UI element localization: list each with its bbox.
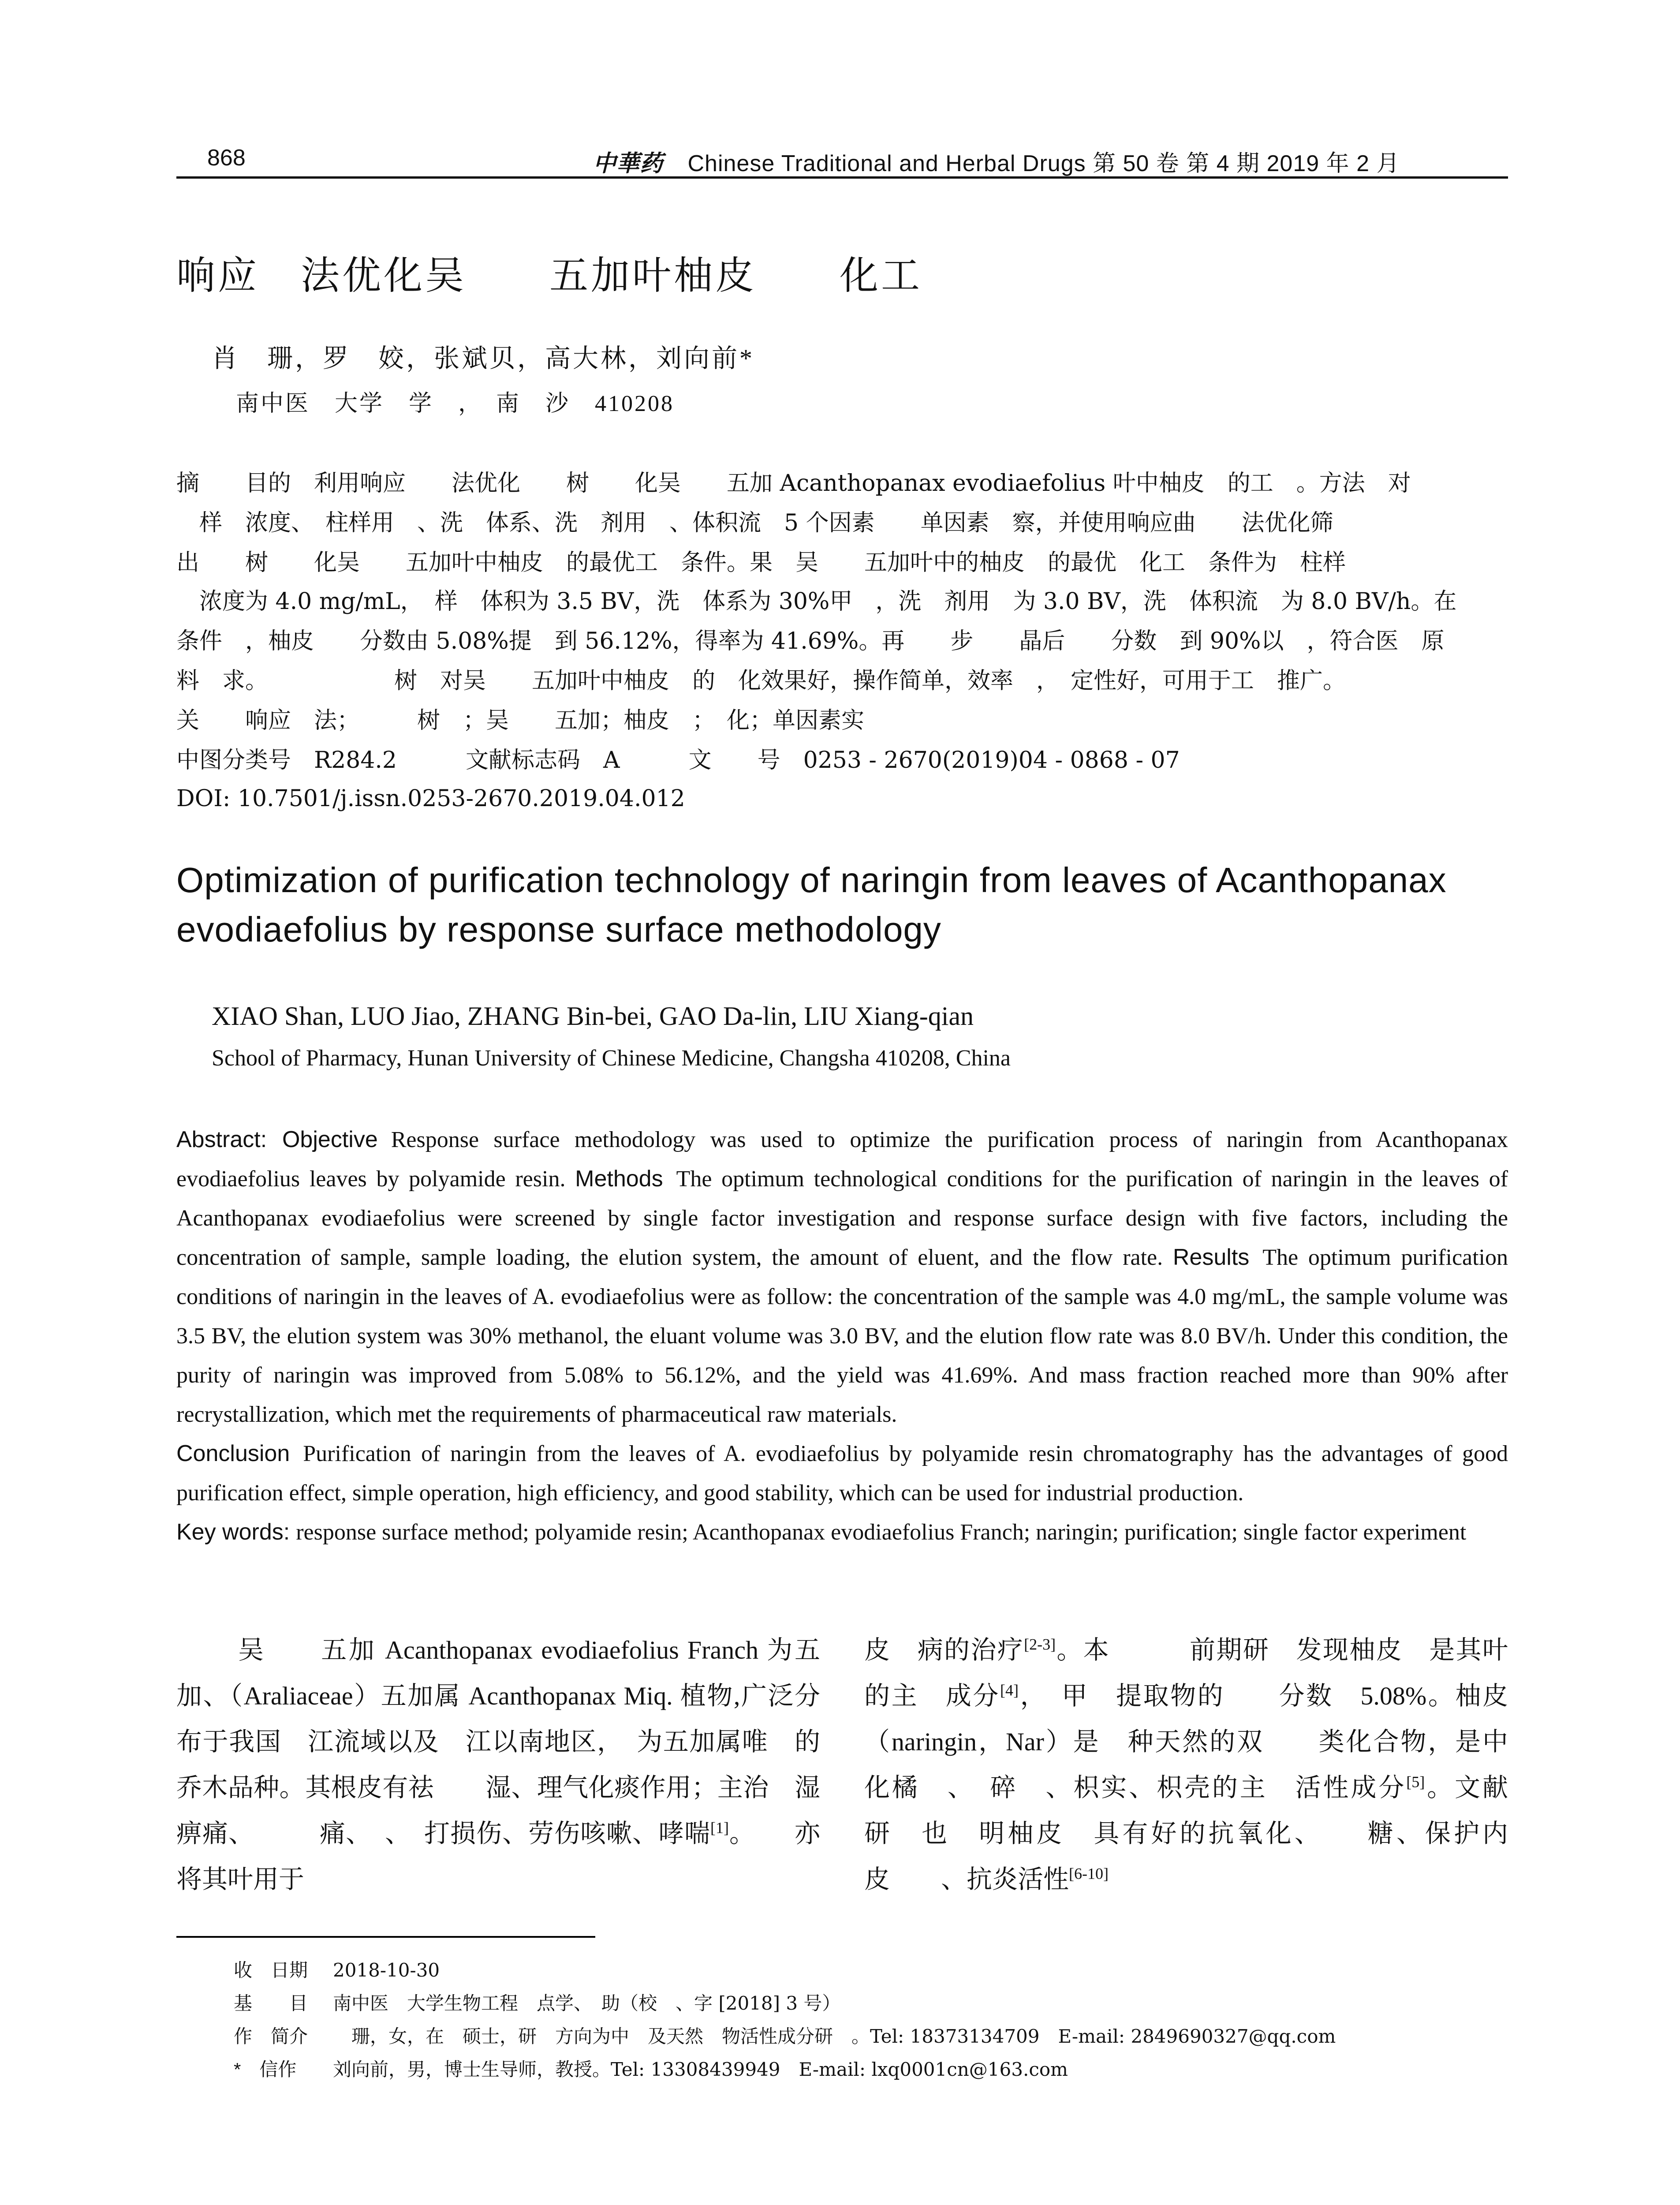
english-affiliation: School of Pharmacy, Hunan University of Chinese Medicine, Changsha 410208, China bbox=[212, 1046, 1011, 1071]
page-number: 868 bbox=[207, 145, 246, 171]
journal-logo: 中華药 bbox=[593, 151, 664, 176]
footnote-correspondence bbox=[234, 2055, 1068, 2082]
citation-ref: [1] bbox=[710, 1819, 729, 1837]
doi-line: DOI: 10.7501/j.issn.0253-2670.2019.04.012 bbox=[176, 785, 685, 812]
english-title: Optimization of purification technology of naringin from leaves of Acanthopanax evodiaefolius by response surface methodology bbox=[176, 860, 1447, 949]
chinese-abstract-line: 浓度为 4.0 mg/mL， 样 体积为 3.5 BV，洗 体系为 30%甲 ，洗 剂用 为 3.0 BV，洗 体积流 为 8.0 BV/h。在 bbox=[176, 588, 1457, 615]
citation-ref: [5] bbox=[1406, 1773, 1425, 1791]
chinese-abstract-line: 样 浓度、 柱样用 、洗 体系、洗 剂用 、体积流 5 个因素 单因素 察，并使用响应曲 法优化筛 bbox=[176, 510, 1333, 536]
citation-ref: [6-10] bbox=[1069, 1865, 1109, 1883]
citation-ref: [2-3] bbox=[1024, 1635, 1056, 1653]
classification-line: 中图分类号 R284.2 文献标志码 A 文 号 0253 - 2670(2019)04 - 0868 - 07 bbox=[176, 747, 1180, 774]
methods-text: The optimum technological conditions for the purification of naringin in the leaves of Acanthopanax evodiaefolius were screened by single factor investigation and response surface design with five factors, including the concentration of sample, sample loading, the elution system, the amount of eluent, and the flow rate. bbox=[176, 1166, 1508, 1270]
results-text: The optimum purification conditions of naringin in the leaves of A. evodiaefolius were as follow: the concentration of the sample was 4.0 mg/mL, the sample volume was 3.5 BV, the elution system was 30% methanol, the eluant volume was 3.0 BV, and the elution flow rate was 8.0 BV/h. Under this condition, the purity of naringin was improved from 5.08% to 56.12%, and the yield was 41.69%. And mass fraction reached more than 90% after recrystallization, which met the requirements of pharmaceutical raw materials. bbox=[176, 1245, 1508, 1427]
keywords-label: Key words: bbox=[176, 1519, 290, 1545]
results-label: Results bbox=[1172, 1245, 1250, 1270]
chinese-abstract-line: 条件 ，柚皮 分数由 5.08%提 到 56.12%，得率为 41.69%。再 步 晶后 分数 到 90%以 ，符合医 原 bbox=[176, 628, 1445, 654]
body-right-text: 皮 病的治疗 bbox=[864, 1636, 1024, 1664]
footnote-author bbox=[234, 2022, 1336, 2048]
footnote-key: 作 简介 bbox=[234, 2026, 308, 2047]
footnote-key: * 信作 bbox=[234, 2059, 297, 2080]
footnote-value: 南中医 大学生物工程 点学、 助（校 、字 [2018] 3 号） bbox=[333, 1992, 841, 2014]
english-authors: XIAO Shan, LUO Jiao, ZHANG Bin-bei, GAO Da-lin, LIU Xiang-qian bbox=[212, 1002, 974, 1031]
footnote-value: 珊，女，在 硕士，研 方向为中 及天然 物活性成分研 。Tel: 18373134709 E-mail: 2849690327@qq.com bbox=[333, 2026, 1336, 2047]
conclusion-label: Conclusion bbox=[176, 1441, 290, 1466]
abstract-objective-label: Abstract: Objective bbox=[176, 1127, 378, 1152]
footnote-key: 收 日期 bbox=[234, 1960, 308, 1981]
footnote-received bbox=[234, 1956, 440, 1982]
footnote-value: 2018-10-30 bbox=[333, 1959, 440, 1981]
body-left-column bbox=[176, 1627, 820, 1902]
body-right-text: 。本 前期研 发现柚皮 是其叶的主 成分 bbox=[864, 1636, 1508, 1710]
chinese-abstract-line: 出 树 化吴 五加叶中柚皮 的最优工 条件。果 吴 五加叶中的柚皮 的最优 化工 条件为 柱样 bbox=[176, 549, 1346, 576]
body-left-text: 吴 五加 Acanthopanax evodiaefolius Franch 为五加、（Araliaceae）五加属 Acanthopanax Miq. 植物,广泛分布于我国 江流域以及 江以南地区， 为五加属唯 的乔木品种。其根皮有祛 湿、理气化痰作用；主治 湿痹痛、 痛、 、 打损伤、劳伤咳嗽、哮喘 bbox=[176, 1636, 820, 1848]
body-right-column bbox=[864, 1627, 1534, 1902]
journal-citation: Chinese Traditional and Herbal Drugs 第 50 卷 第 4 期 2019 年 2 月 bbox=[687, 151, 1400, 176]
header-rule bbox=[176, 176, 1508, 179]
chinese-affiliation: 南中医 大学 学 ， 南 沙 410208 bbox=[236, 391, 675, 416]
footnote-funding bbox=[234, 1989, 840, 2015]
footnote-key: 基 目 bbox=[234, 1993, 308, 2014]
running-header bbox=[176, 140, 1508, 176]
chinese-authors: 肖 珊，罗 姣，张斌贝，高大林，刘向前* bbox=[212, 344, 755, 373]
body-right-text: 。文献 研 也 明柚皮 具有好的抗氧化、 糖、保护内皮 、抗炎活性 bbox=[864, 1773, 1534, 1894]
footnote-value: 刘向前，男，博士生导师，教授。Tel: 13308439949 E-mail: lxq0001cn@163.com bbox=[333, 2059, 1068, 2080]
body-right-text: ， 甲 提取物的 分数 5.08%。柚皮 （naringin，Nar）是 种天然的双 类化合物，是中 化橘 、 碎 、枳实、枳壳的主 活性成分 bbox=[864, 1682, 1534, 1802]
keywords-text: response surface method; polyamide resin; Acanthopanax evodiaefolius Franch; naringin; purification; single factor experiment bbox=[296, 1520, 1467, 1545]
methods-label: Methods bbox=[575, 1166, 663, 1192]
chinese-keywords: 关 响应 法； 树 ；吴 五加；柚皮 ； 化；单因素实 bbox=[176, 707, 865, 734]
chinese-abstract-line: 摘 目的 利用响应 法优化 树 化吴 五加 Acanthopanax evodiaefolius 叶中柚皮 的工 。方法 对 bbox=[176, 470, 1411, 497]
body-left-tail: 。 亦将其叶用于 bbox=[176, 1819, 820, 1894]
abstract-objective-text: Response surface methodology was used to optimize the purification process of naringin from Acanthopanax evodiaefolius leaves by polyamide resin. bbox=[176, 1127, 1508, 1192]
journal-line bbox=[593, 145, 1400, 178]
chinese-abstract-line: 料 求。 树 对吴 五加叶中柚皮 的 化效果好，操作简单，效率 ， 定性好，可用于工 推广。 bbox=[176, 668, 1346, 694]
footnote-rule bbox=[176, 1936, 595, 1938]
conclusion-text: Purification of naringin from the leaves of A. evodiaefolius by polyamide resin chromatography has the advantages of good purification effect, simple operation, high efficiency, and good stability, which can be used for industrial production. bbox=[176, 1441, 1508, 1506]
english-abstract bbox=[176, 1120, 1508, 1552]
citation-ref: [4] bbox=[1000, 1681, 1019, 1699]
chinese-title: 响应 法优化吴 五加叶柚皮 化工 bbox=[176, 254, 923, 297]
